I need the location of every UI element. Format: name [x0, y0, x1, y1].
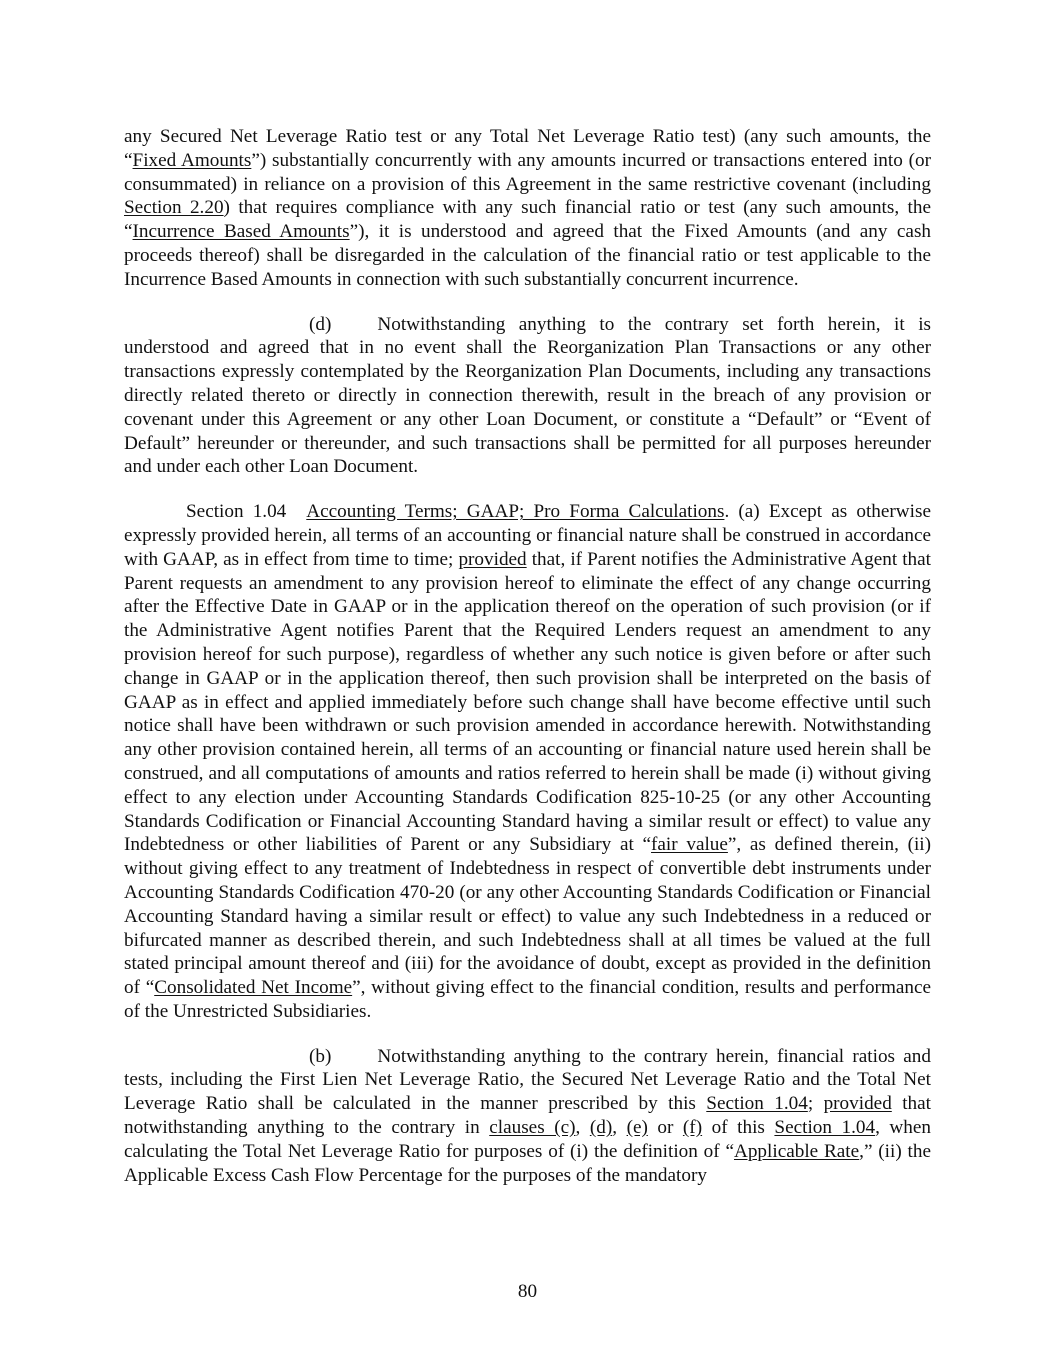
paragraph-continuation [124, 125, 931, 292]
text-run: that notwithstanding anything to the contrary in [124, 1093, 931, 1139]
text-run: ”) substantially concurrently with any amounts incurred or transactions entered into (or consummated) in reliance on a provision of this Agreement in the same restrictive covenant (including [124, 149, 931, 195]
text-run: ”, as defined therein, (ii) without giving effect to any treatment of Indebtedness in respect of convertible debt instruments under Accounting Standards Codification 470-20 (or any other Accounting Standards Codification or Financial Accounting Standard having a similar result or effect) to value any such Indebtedness in a reduced or bifurcated manner as described therein, and such Indebtedness shall at all times be valued at the full stated principal amount thereof and (iii) for the avoidance of doubt, except as provided in the definition of “ [124, 834, 932, 999]
defined-term-reference: Section 2.20 [124, 197, 224, 219]
paragraph-clause-d [124, 313, 931, 480]
text-run: that, if Parent notifies the Administrative Agent that Parent requests an amendment to any provision hereof to eliminate the effect of any change occurring after the Effective Date in GAAP or in the application thereof on the operation of such provision (or if the Administrative Agent notifies Parent that the Required Lenders request an amendment to any provision hereof for such purpose), regardless of whether any such notice is given before or after such change in GAAP or in the application thereof, then such provision shall be interpreted on the basis of GAAP as in effect and applied immediately before such change shall have become effective until such notice shall have been withdrawn or such provision amended in accordance herewith. Notwithstanding any other provision contained herein, all terms of an accounting or financial nature used herein shall be construed, and all computations of amounts and ratios referred to herein shall be made (i) without giving effect to any election under Accounting Standards Codification 825-10-25 (or any other Accounting Standards Codification or Financial Accounting Standard having a similar result or effect) to value any Indebtedness or other liabilities of Parent or any Subsidiary at “ [124, 548, 931, 856]
defined-term-reference: Applicable Rate [733, 1140, 860, 1162]
text-run: or [647, 1117, 683, 1139]
defined-term-reference: Section 1.04 [706, 1093, 808, 1115]
section-number: Section 1.04 [186, 501, 287, 523]
paragraph-clause-b [124, 1045, 931, 1188]
text-run: Notwithstanding anything to the contrary set forth herein, it is understood and agreed that in no event shall the Reorganization Plan Transactions or any other transactions expressly contemplated by the Reorganization Plan Documents, including any transactions directly related thereto or directly in connection therewith, result in the breach of any provision or covenant under this Agreement or any other Loan Document, or constitute a “Default” or “Event of Default” hereunder or thereunder, and such transactions shall be permitted for all purposes hereunder and under each other Loan Document. [124, 313, 931, 478]
text-run: ,” (ii) the Applicable Excess Cash Flow Percentage for the purposes of the mandatory [124, 1140, 931, 1186]
clause-body [124, 314, 931, 478]
defined-term-reference: Fixed Amounts [132, 149, 252, 171]
defined-term-reference: clauses (c) [489, 1117, 576, 1139]
defined-term-reference: (f) [682, 1117, 703, 1139]
text-run: ) that requires compliance with any such financial ratio or test (any such amounts, the “ [124, 197, 932, 243]
text-run: ”, without giving effect to the financial condition, results and performance of the Unrestricted Subsidiaries. [124, 977, 932, 1022]
defined-term-reference: (e) [626, 1117, 648, 1139]
section-title: Accounting Terms; GAAP; Pro Forma Calculations [306, 501, 725, 523]
clause-label: (b) [309, 1045, 332, 1067]
text-run: of this [702, 1117, 775, 1139]
paragraph-section-1-04 [124, 500, 931, 1024]
clause-label: (d) [309, 313, 332, 335]
text-run: , when calculating the Total Net Leverage Ratio for purposes of (i) the definition of “ [124, 1117, 931, 1162]
clause-body [124, 1046, 931, 1186]
section-body [124, 501, 931, 1022]
defined-term-reference: (d) [589, 1117, 613, 1139]
text-run: Notwithstanding anything to the contrary herein, financial ratios and tests, including the First Lien Net Leverage Ratio, the Secured Net Leverage Ratio and the Total Net Leverage Ratio shall be calculated in the manner prescribed by this [124, 1045, 931, 1115]
defined-term-reference: fair value [651, 834, 728, 856]
defined-term-reference: Incurrence Based Amounts [132, 221, 350, 243]
text-run: ; [807, 1093, 824, 1115]
text-run: , [612, 1117, 627, 1139]
page-number: 80 [517, 1281, 538, 1302]
defined-term-reference: provided [458, 548, 527, 570]
text-run: . (a) Except as otherwise expressly provided herein, all terms of an accounting or financial nature shall be construed in accordance with GAAP, as in effect from time to time; [124, 501, 931, 570]
document-page [124, 125, 931, 1208]
defined-term-reference: Consolidated Net Income [154, 977, 353, 999]
defined-term-reference: provided [823, 1093, 892, 1115]
text-run: any Secured Net Leverage Ratio test or any Total Net Leverage Ratio test) (any such amounts, the “ [124, 126, 931, 171]
text-run: ”), it is understood and agreed that the Fixed Amounts (and any cash proceeds thereof) shall be disregarded in the calculation of the financial ratio or test applicable to the Incurrence Based Amounts in connection with such substantially concurrent incurrence. [124, 221, 931, 290]
defined-term-reference: Section 1.04 [774, 1117, 876, 1139]
text-run: , [575, 1117, 590, 1139]
